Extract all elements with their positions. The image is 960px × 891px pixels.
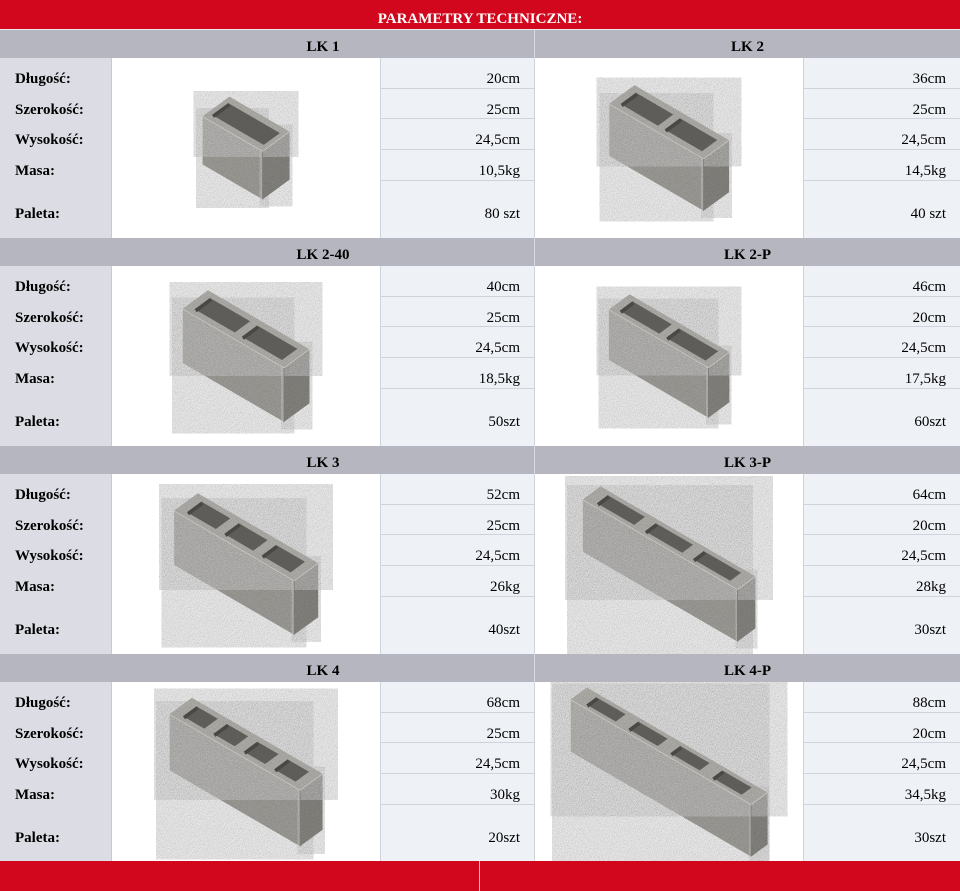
label-pallet: Paleta: bbox=[15, 206, 60, 222]
spec-section-4 bbox=[0, 654, 960, 862]
value-height: 24,5cm bbox=[475, 548, 520, 564]
value-pallet: 20szt bbox=[488, 830, 520, 846]
label-height: Wysokość: bbox=[15, 756, 84, 772]
value-pallet: 50szt bbox=[488, 414, 520, 430]
value-pallet: 40 szt bbox=[910, 206, 946, 222]
value-width: 25cm bbox=[486, 518, 520, 534]
value-length: 20cm bbox=[486, 71, 520, 87]
value-pallet: 80 szt bbox=[484, 206, 520, 222]
value-width: 20cm bbox=[912, 310, 946, 326]
product-name-lk4: LK 4 bbox=[112, 654, 535, 682]
concrete-block-drawing bbox=[112, 266, 380, 446]
block-image bbox=[112, 682, 380, 862]
value-width: 25cm bbox=[486, 726, 520, 742]
concrete-block-drawing bbox=[535, 474, 803, 654]
value-pallet: 40szt bbox=[488, 622, 520, 638]
value-length: 36cm bbox=[912, 71, 946, 87]
footer-bar bbox=[0, 861, 960, 891]
product-name-lk2: LK 2 bbox=[535, 30, 960, 58]
footer-divider bbox=[479, 861, 480, 891]
value-height: 24,5cm bbox=[475, 756, 520, 772]
spec-section-2 bbox=[0, 238, 960, 446]
spec-section-1 bbox=[0, 30, 960, 238]
product-name-lk2-40: LK 2-40 bbox=[112, 238, 535, 266]
spec-values bbox=[380, 474, 535, 654]
label-length: Długość: bbox=[15, 487, 71, 503]
label-mass: Masa: bbox=[15, 163, 55, 179]
value-pallet: 60szt bbox=[914, 414, 946, 430]
label-pallet: Paleta: bbox=[15, 622, 60, 638]
spec-labels bbox=[0, 58, 112, 238]
block-image bbox=[535, 58, 803, 238]
value-mass: 14,5kg bbox=[904, 163, 946, 179]
label-width: Szerokość: bbox=[15, 518, 84, 534]
value-length: 88cm bbox=[912, 695, 946, 711]
concrete-block-drawing bbox=[112, 474, 380, 654]
label-mass: Masa: bbox=[15, 371, 55, 387]
spec-values bbox=[380, 58, 535, 238]
spec-values bbox=[380, 266, 535, 446]
label-height: Wysokość: bbox=[15, 132, 84, 148]
value-height: 24,5cm bbox=[901, 548, 946, 564]
label-width: Szerokość: bbox=[15, 310, 84, 326]
value-width: 25cm bbox=[486, 102, 520, 118]
header-spacer bbox=[0, 238, 112, 266]
product-name-lk3: LK 3 bbox=[112, 446, 535, 474]
label-pallet: Paleta: bbox=[15, 830, 60, 846]
product-name-lk1: LK 1 bbox=[112, 30, 535, 58]
spec-labels bbox=[0, 682, 112, 862]
spec-labels bbox=[0, 266, 112, 446]
value-length: 64cm bbox=[912, 487, 946, 503]
spec-labels bbox=[0, 474, 112, 654]
value-pallet: 30szt bbox=[914, 622, 946, 638]
label-width: Szerokość: bbox=[15, 102, 84, 118]
value-mass: 10,5kg bbox=[478, 163, 520, 179]
spec-values bbox=[803, 474, 960, 654]
header-spacer bbox=[0, 654, 112, 682]
value-mass: 28kg bbox=[916, 579, 946, 595]
concrete-block-drawing bbox=[535, 682, 803, 862]
product-name-lk4-p: LK 4-P bbox=[535, 654, 960, 682]
product-name-lk2-p: LK 2-P bbox=[535, 238, 960, 266]
value-height: 24,5cm bbox=[901, 132, 946, 148]
value-length: 40cm bbox=[486, 279, 520, 295]
concrete-block-drawing bbox=[535, 266, 803, 446]
label-length: Długość: bbox=[15, 695, 71, 711]
value-pallet: 30szt bbox=[914, 830, 946, 846]
value-mass: 18,5kg bbox=[478, 371, 520, 387]
value-height: 24,5cm bbox=[901, 756, 946, 772]
concrete-block-drawing bbox=[112, 682, 380, 862]
label-length: Długość: bbox=[15, 71, 71, 87]
concrete-block-drawing bbox=[112, 58, 380, 238]
value-mass: 17,5kg bbox=[904, 371, 946, 387]
concrete-block-drawing bbox=[535, 58, 803, 238]
value-mass: 30kg bbox=[490, 787, 520, 803]
value-height: 24,5cm bbox=[475, 132, 520, 148]
value-length: 52cm bbox=[486, 487, 520, 503]
value-length: 46cm bbox=[912, 279, 946, 295]
block-image bbox=[535, 266, 803, 446]
value-width: 20cm bbox=[912, 518, 946, 534]
spec-values bbox=[803, 266, 960, 446]
value-width: 25cm bbox=[486, 310, 520, 326]
page-title: PARAMETRY TECHNICZNE: bbox=[0, 0, 960, 30]
value-height: 24,5cm bbox=[901, 340, 946, 356]
value-width: 20cm bbox=[912, 726, 946, 742]
label-height: Wysokość: bbox=[15, 340, 84, 356]
label-mass: Masa: bbox=[15, 579, 55, 595]
block-image bbox=[535, 474, 803, 654]
value-mass: 34,5kg bbox=[904, 787, 946, 803]
label-height: Wysokość: bbox=[15, 548, 84, 564]
header-spacer bbox=[0, 446, 112, 474]
value-width: 25cm bbox=[912, 102, 946, 118]
spec-values bbox=[803, 682, 960, 862]
value-mass: 26kg bbox=[490, 579, 520, 595]
block-image bbox=[112, 58, 380, 238]
product-name-lk3-p: LK 3-P bbox=[535, 446, 960, 474]
label-mass: Masa: bbox=[15, 787, 55, 803]
header-spacer bbox=[0, 30, 112, 58]
label-length: Długość: bbox=[15, 279, 71, 295]
spec-section-3 bbox=[0, 446, 960, 654]
label-width: Szerokość: bbox=[15, 726, 84, 742]
block-image bbox=[535, 682, 803, 862]
value-length: 68cm bbox=[486, 695, 520, 711]
block-image bbox=[112, 474, 380, 654]
block-image bbox=[112, 266, 380, 446]
value-height: 24,5cm bbox=[475, 340, 520, 356]
spec-values bbox=[380, 682, 535, 862]
label-pallet: Paleta: bbox=[15, 414, 60, 430]
spec-values bbox=[803, 58, 960, 238]
